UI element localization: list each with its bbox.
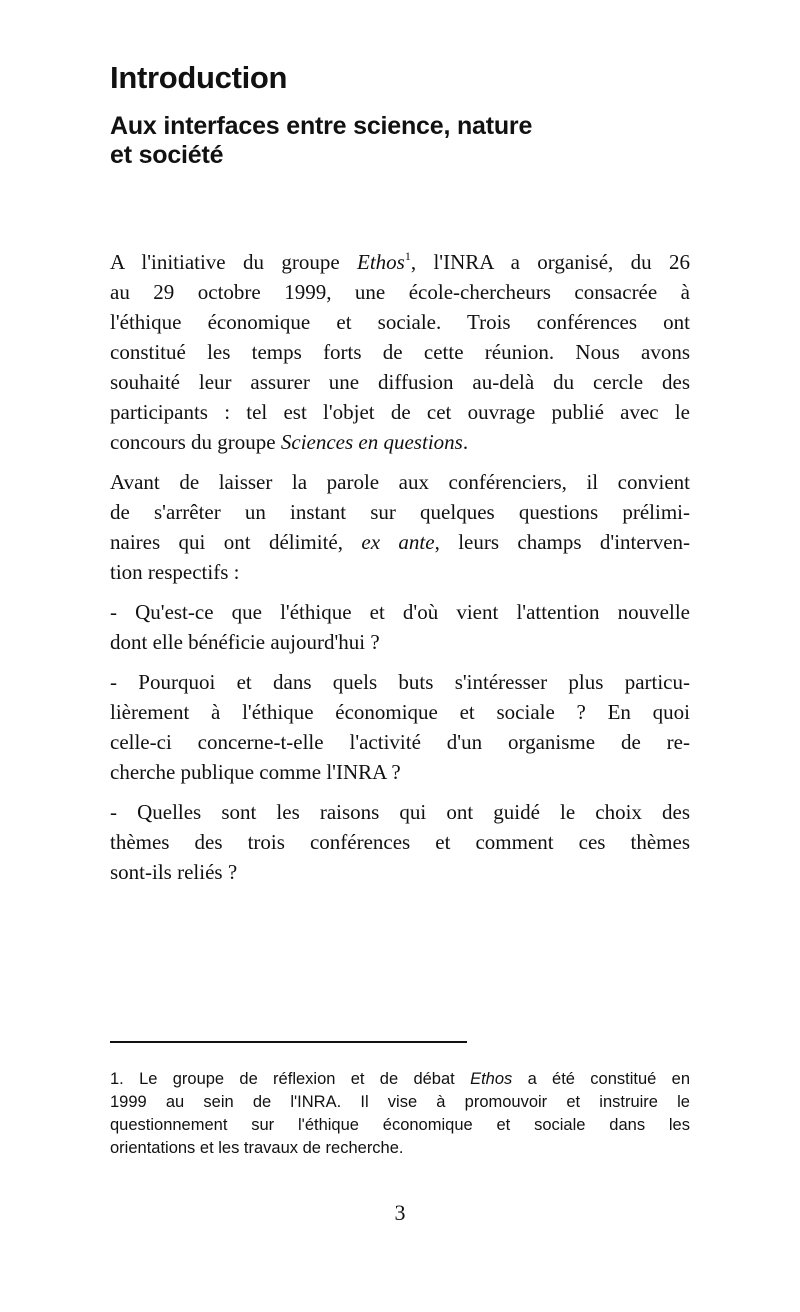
- text-line: [110, 797, 690, 827]
- footnote-divider: [110, 1041, 467, 1043]
- italic-text: Ethos: [470, 1070, 513, 1088]
- text-segment: sont-ils reliés ?: [110, 860, 238, 884]
- text-segment: tion respectifs :: [110, 560, 240, 584]
- text-segment: souhaité leur assurer une diffusion au-delà du cercle des: [110, 370, 690, 394]
- text-line: [110, 397, 690, 427]
- text-line: [110, 497, 690, 527]
- text-line: [110, 1091, 690, 1114]
- text-segment: participants : tel est l'objet de cet ouvrage publié avec le: [110, 400, 690, 424]
- chapter-subtitle: [110, 112, 532, 170]
- footnote-reference[interactable]: 1: [404, 249, 411, 263]
- text-segment: a été constitué en: [512, 1070, 690, 1088]
- text-line: [110, 1114, 690, 1137]
- text-segment: l'éthique économique et sociale. Trois conférences ont: [110, 310, 690, 334]
- italic-text: Ethos: [357, 250, 405, 274]
- italic-text: ex ante: [361, 530, 435, 554]
- text-segment: thèmes des trois conférences et comment ces thèmes: [110, 830, 690, 854]
- text-segment: questionnement sur l'éthique économique et sociale dans les: [110, 1116, 690, 1134]
- subtitle-line: et société: [110, 141, 224, 169]
- text-segment: A l'initiative du groupe: [110, 250, 358, 274]
- text-line: [110, 1068, 690, 1091]
- text-segment: dont elle bénéficie aujourd'hui ?: [110, 630, 380, 654]
- text-segment: , l'INRA a organisé, du 26: [410, 250, 691, 274]
- text-line: [110, 527, 690, 557]
- text-line: [110, 727, 690, 757]
- paragraph: [110, 797, 690, 887]
- text-line: [110, 307, 690, 337]
- text-segment: .: [462, 430, 469, 454]
- text-line: [110, 337, 690, 367]
- text-segment: naires qui ont délimité,: [110, 530, 362, 554]
- text-line: [110, 597, 690, 627]
- text-segment: - Quelles sont les raisons qui ont guidé le choix des: [110, 800, 690, 824]
- paragraph: [110, 247, 690, 457]
- text-line: [110, 627, 690, 657]
- text-line: [110, 427, 690, 457]
- text-segment: - Qu'est-ce que l'éthique et d'où vient l'attention nouvelle: [110, 600, 690, 624]
- text-line: [110, 827, 690, 857]
- text-line: [110, 247, 690, 277]
- text-line: [110, 857, 690, 887]
- text-segment: celle-ci concerne-t-elle l'activité d'un organisme de re-: [110, 730, 690, 754]
- body-text: [110, 247, 690, 897]
- paragraph: [110, 467, 690, 587]
- text-segment: 1999 au sein de l'INRA. Il vise à promouvoir et instruire le: [110, 1093, 690, 1111]
- text-line: [110, 367, 690, 397]
- text-line: [110, 467, 690, 497]
- page-number: 3: [394, 1200, 406, 1225]
- text-line: [110, 697, 690, 727]
- text-segment: au 29 octobre 1999, une école-chercheurs consacrée à: [110, 280, 690, 304]
- text-line: [110, 557, 690, 587]
- chapter-title: Introduction: [110, 60, 288, 95]
- text-line: [110, 277, 690, 307]
- text-segment: - Pourquoi et dans quels buts s'intéresser plus particu-: [110, 670, 690, 694]
- text-segment: lièrement à l'éthique économique et sociale ? En quoi: [110, 700, 690, 724]
- text-line: [110, 667, 690, 697]
- text-line: [110, 757, 690, 787]
- text-segment: cherche publique comme l'INRA ?: [110, 760, 401, 784]
- text-segment: de s'arrêter un instant sur quelques questions prélimi-: [110, 500, 690, 524]
- paragraph: [110, 597, 690, 657]
- text-segment: 1. Le groupe de réflexion et de débat: [110, 1070, 471, 1088]
- text-line: [110, 1137, 690, 1160]
- subtitle-line: Aux interfaces entre science, nature: [110, 112, 533, 140]
- paragraph: [110, 667, 690, 787]
- text-segment: concours du groupe: [110, 430, 281, 454]
- text-segment: constitué les temps forts de cette réunion. Nous avons: [110, 340, 690, 364]
- text-segment: Avant de laisser la parole aux conférenciers, il convient: [110, 470, 690, 494]
- text-segment: orientations et les travaux de recherche.: [110, 1139, 404, 1157]
- text-segment: , leurs champs d'interven-: [434, 530, 691, 554]
- italic-text: Sciences en questions: [280, 430, 463, 454]
- footnote: [110, 1068, 690, 1160]
